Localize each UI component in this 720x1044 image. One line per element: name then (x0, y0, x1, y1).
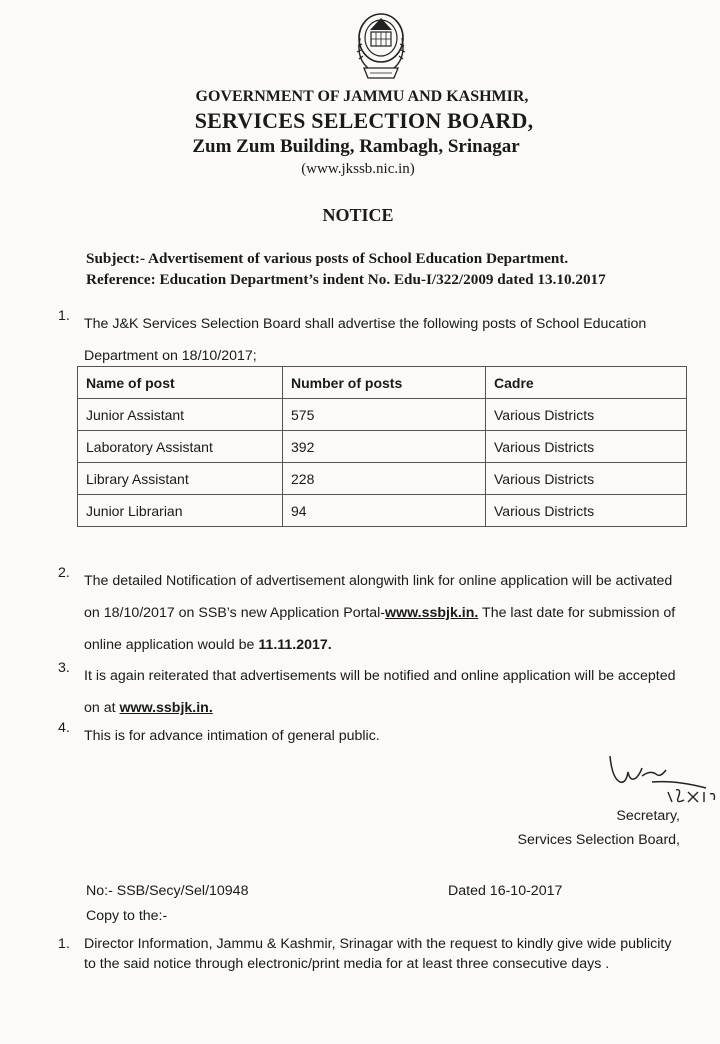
reference-number: No:- SSB/Secy/Sel/10948 (86, 883, 249, 899)
last-date: 11.11.2017. (258, 637, 332, 653)
post-count: 392 (283, 431, 486, 463)
post-cadre: Various Districts (486, 431, 687, 463)
post-cadre: Various Districts (486, 495, 687, 527)
item-2-text (84, 565, 684, 661)
government-heading: GOVERNMENT OF JAMMU AND KASHMIR, (195, 88, 529, 105)
table-header-row (78, 367, 687, 399)
copy-item-text: Director Information, Jammu & Kashmir, Srinagar with the request to kindly give wide publicity to the said notice through electronic/print media for at least three consecutive days . (84, 936, 672, 972)
item-4-text: This is for advance intimation of general public. (84, 728, 380, 744)
post-name: Library Assistant (78, 463, 283, 495)
table-row (78, 495, 687, 527)
copy-to-label: Copy to the:- (86, 908, 168, 924)
post-cadre: Various Districts (486, 399, 687, 431)
table-row (78, 431, 687, 463)
post-cadre: Various Districts (486, 463, 687, 495)
item-number: 3. (58, 660, 70, 676)
column-header: Name of post (78, 367, 283, 399)
column-header: Cadre (486, 367, 687, 399)
post-count: 228 (283, 463, 486, 495)
signatory-office: Services Selection Board, (517, 832, 680, 848)
item-3-text (84, 660, 684, 724)
table-row (78, 399, 687, 431)
item-3-text-a: It is again reiterated that advertisements will be notified and online application will be accepted on at (84, 668, 676, 716)
signature-icon (606, 748, 720, 808)
board-website: (www.jkssb.nic.in) (301, 161, 415, 177)
government-emblem-icon (352, 8, 410, 84)
item-2-text-a: The detailed Notification of advertisement alongwith link for online application will be activated on 18/10/2017 on SSB’s new Application Portal- (84, 573, 673, 621)
portal-link[interactable]: www.ssbjk.in. (385, 605, 479, 621)
item-number: 1. (58, 308, 70, 324)
table-row (78, 463, 687, 495)
item-2-text-b: The last date for submission of online application would be (84, 605, 676, 653)
item-number: 1. (58, 936, 70, 952)
post-name: Laboratory Assistant (78, 431, 283, 463)
item-number: 2. (58, 565, 70, 581)
posts-table (77, 366, 687, 527)
reference-line: Reference: Education Department’s indent No. Edu-I/322/2009 dated 13.10.2017 (86, 271, 606, 288)
signatory-title: Secretary, (616, 808, 680, 824)
issue-date: Dated 16-10-2017 (448, 883, 563, 899)
post-name: Junior Assistant (78, 399, 283, 431)
column-header: Number of posts (283, 367, 486, 399)
board-address: Zum Zum Building, Rambagh, Srinagar (192, 136, 520, 157)
board-heading: SERVICES SELECTION BOARD, (194, 108, 534, 133)
notice-title: NOTICE (322, 205, 394, 225)
subject-line: Subject:- Advertisement of various posts of School Education Department. (86, 250, 569, 267)
portal-link[interactable]: www.ssbjk.in. (119, 700, 213, 716)
item-number: 4. (58, 720, 70, 736)
post-count: 94 (283, 495, 486, 527)
item-1-text: The J&K Services Selection Board shall advertise the following posts of School Education Department on 18/10/2017; (84, 316, 647, 364)
post-name: Junior Librarian (78, 495, 283, 527)
post-count: 575 (283, 399, 486, 431)
